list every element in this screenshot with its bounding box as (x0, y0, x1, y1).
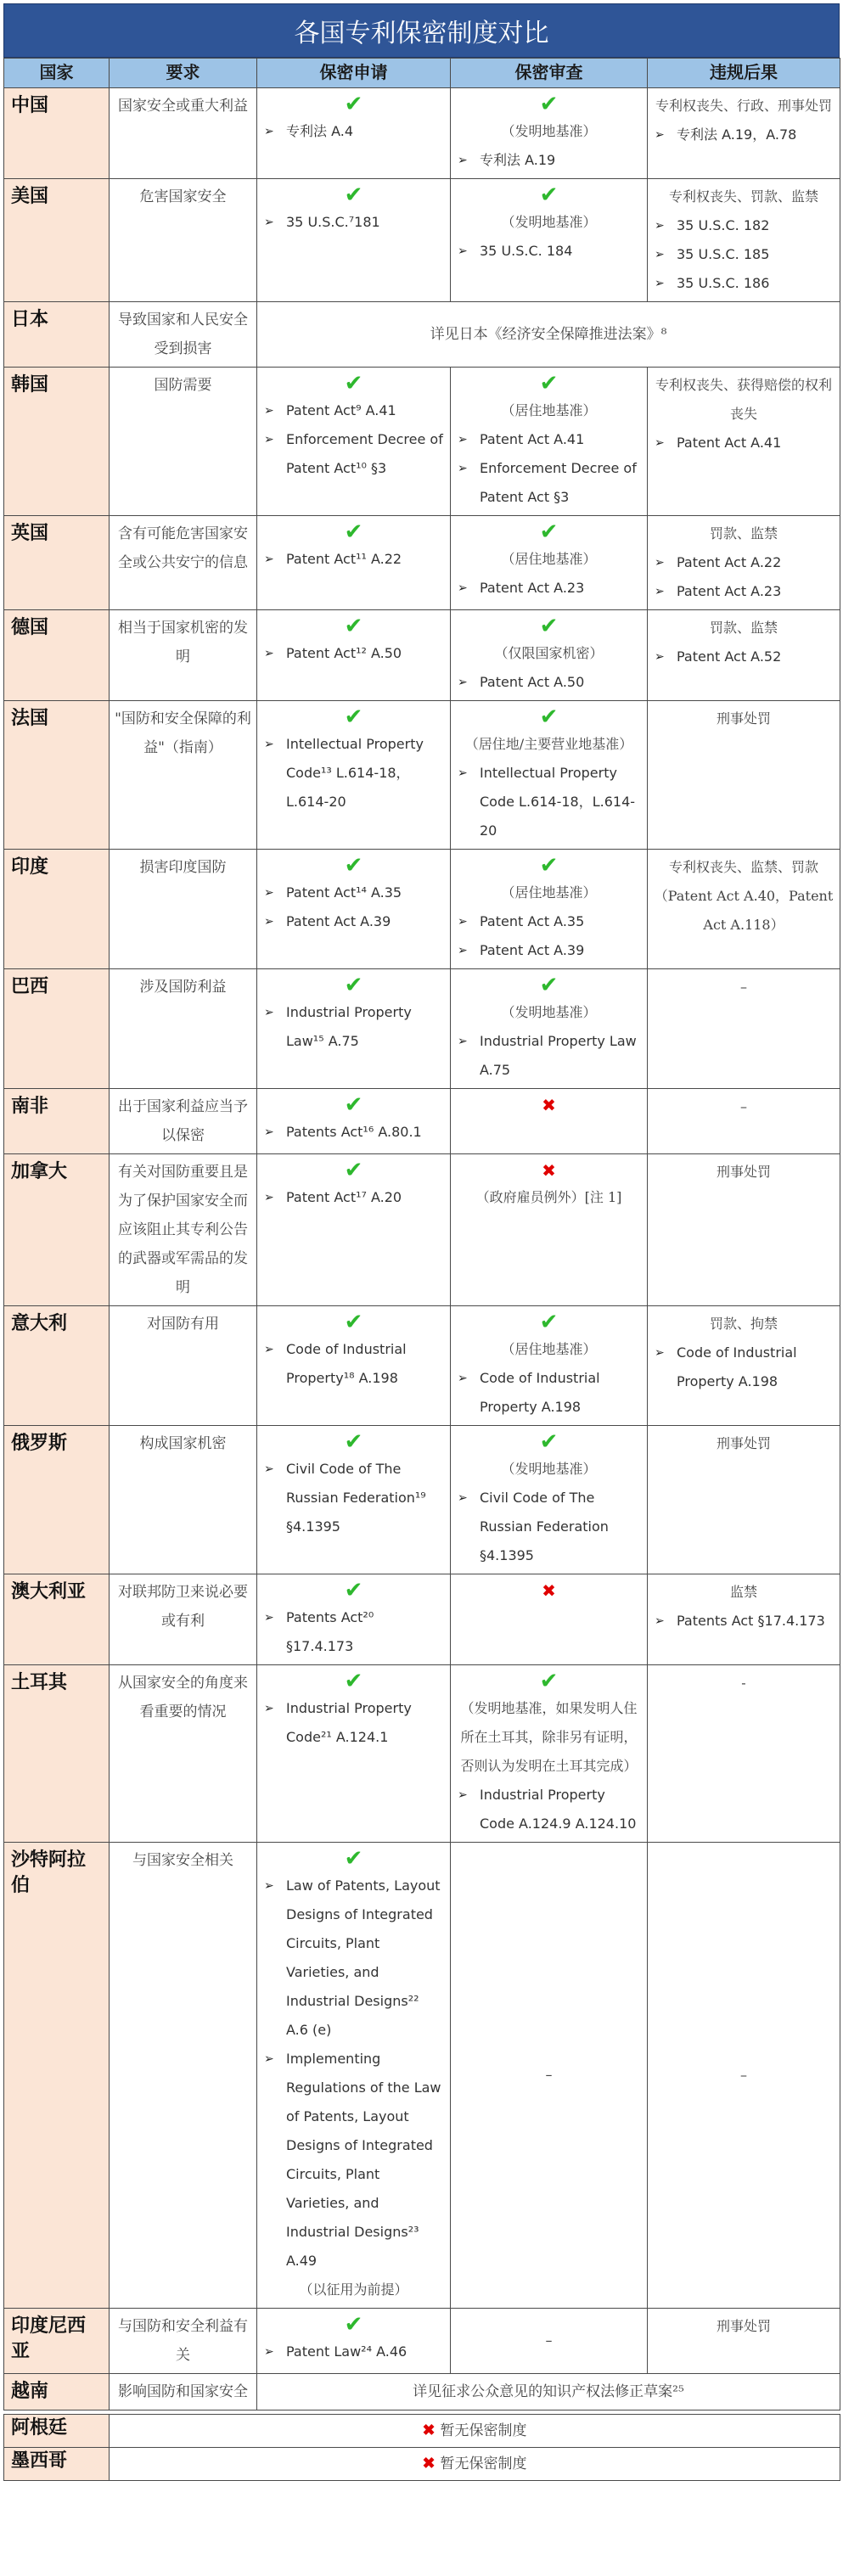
secrecy-review-cell (451, 516, 648, 610)
consequences-cell (648, 701, 840, 850)
bullet-item: ➢ Code of Industrial Property A.198 (653, 1339, 835, 1396)
requirement-cell: 对联邦防卫来说必要或有利 (110, 1574, 257, 1665)
country-cell: 意大利 (4, 1306, 110, 1426)
bullet-item: ➢ Patent Act A.39 (456, 936, 642, 965)
consequences-cell (648, 969, 840, 1089)
secrecy-application-cell (257, 1306, 451, 1426)
bullet-item: ➢ Patents Act §17.4.173 (653, 1607, 835, 1636)
check-icon: ✔ (539, 1669, 559, 1694)
bullet-item: ➢ 专利法 A.19，A.78 (653, 121, 835, 149)
bullet-item: ➢ Patent Act A.41 (653, 429, 835, 457)
consequence-text: 罚款、监禁 (709, 525, 778, 542)
check-icon: ✔ (344, 1578, 363, 1603)
consequences-cell (648, 516, 840, 610)
bullet-item: ➢ Patent Act A.39 (262, 907, 445, 936)
check-icon: ✔ (539, 182, 559, 208)
table-row (4, 2309, 840, 2374)
bullet-item: ➢ Intellectual Property Code L.614-18，L.614-20 (456, 759, 642, 845)
bullet-item: ➢ Industrial Property Code A.124.9 A.124.10 (456, 1781, 642, 1838)
consequence-text: 专利权丧失、罚款、监禁 (668, 188, 818, 205)
page-title: 各国专利保密制度对比 (3, 3, 840, 58)
secrecy-application-cell (257, 850, 451, 969)
cell-note: （发明地基准） (501, 214, 597, 230)
consequence-text: 刑事处罚 (716, 1435, 771, 1451)
requirement-cell: "国防和安全保障的利益"（指南） (110, 701, 257, 850)
country-cell: 印度尼西亚 (4, 2309, 110, 2374)
check-icon: ✔ (539, 853, 559, 878)
table-row (4, 1665, 840, 1843)
check-icon: ✔ (344, 1429, 363, 1455)
cell-note: （居住地基准） (501, 884, 597, 901)
no-system-text: 暂无保密制度 (440, 2422, 527, 2439)
cell-note: – (545, 2332, 553, 2349)
consequences-cell (648, 1843, 840, 2309)
requirement-cell: 损害印度国防 (110, 850, 257, 969)
bullet-item: ➢ Code of Industrial Property¹⁸ A.198 (262, 1335, 445, 1393)
secrecy-application-cell (257, 1574, 451, 1665)
cell-tail: （以征用为前提） (299, 2281, 408, 2298)
consequence-text: 专利权丧失、获得赔偿的权利丧失 (655, 377, 832, 422)
secrecy-application-cell (257, 1154, 451, 1306)
header-secrecy-review: 保密审查 (451, 59, 648, 88)
cell-note: – (545, 2067, 553, 2083)
header-country: 国家 (4, 59, 110, 88)
cross-icon: ✖ (422, 2422, 436, 2439)
secrecy-review-cell (451, 1306, 648, 1426)
consequences-cell (648, 1426, 840, 1574)
requirement-cell: 与国防和安全利益有关 (110, 2309, 257, 2374)
requirement-cell: 国家安全或重大利益 (110, 88, 257, 179)
requirement-cell: 与国家安全相关 (110, 1843, 257, 2309)
secrecy-application-cell (257, 969, 451, 1089)
check-icon: ✔ (344, 973, 363, 998)
comparison-table (3, 58, 840, 2410)
secrecy-application-cell (257, 1665, 451, 1843)
bullet-item: ➢ Industrial Property Code²¹ A.124.1 (262, 1694, 445, 1752)
secrecy-application-cell (257, 88, 451, 179)
bullet-item: ➢ Industrial Property Law A.75 (456, 1027, 642, 1085)
bullet-item: ➢ 35 U.S.C.⁷181 (262, 208, 445, 237)
table-row (4, 969, 840, 1089)
secrecy-application-cell (257, 1089, 451, 1154)
bullet-item: ➢ Implementing Regulations of the Law of Patents, Layout Designs of Integrated Circuits, Plant Varieties, and Industrial Designs²³ A.49 (262, 2045, 445, 2276)
cross-icon: ✖ (422, 2455, 436, 2472)
table-row (4, 179, 840, 302)
country-cell: 巴西 (4, 969, 110, 1089)
country-cell: 沙特阿拉伯 (4, 1843, 110, 2309)
secrecy-review-cell (451, 88, 648, 179)
header-row (4, 59, 840, 88)
country-cell: 德国 (4, 610, 110, 701)
country-cell: 越南 (4, 2374, 110, 2410)
bullet-item: ➢ Patent Act¹¹ A.22 (262, 545, 445, 574)
bullet-item: ➢ Intellectual Property Code¹³ L.614-18，L.614-20 (262, 730, 445, 817)
no-system-table (3, 2414, 840, 2481)
cell-note: （发明地基准） (501, 123, 597, 139)
check-icon: ✔ (344, 1158, 363, 1183)
check-icon: ✔ (539, 1310, 559, 1335)
requirement-cell: 从国家安全的角度来看重要的情况 (110, 1665, 257, 1843)
requirement-cell: 危害国家安全 (110, 179, 257, 302)
consequences-cell (648, 610, 840, 701)
secrecy-review-cell (451, 610, 648, 701)
consequence-text: 刑事处罚 (716, 1164, 771, 1180)
cross-icon: ✖ (542, 1095, 556, 1115)
secrecy-application-cell (257, 368, 451, 516)
check-icon: ✔ (344, 1846, 363, 1872)
consequence-text: 专利权丧失、行政、刑事处罚 (655, 98, 832, 114)
header-requirement: 要求 (110, 59, 257, 88)
consequences-cell (648, 88, 840, 179)
requirement-cell: 构成国家机密 (110, 1426, 257, 1574)
cell-note: （居住地基准） (501, 402, 597, 418)
consequence-text: – (740, 2067, 747, 2083)
secrecy-application-cell (257, 1843, 451, 2309)
bullet-item: ➢ Law of Patents, Layout Designs of Integrated Circuits, Plant Varieties, and Industrial Designs²² A.6 (e) (262, 1872, 445, 2045)
check-icon: ✔ (539, 371, 559, 396)
consequence-text: 刑事处罚 (716, 2318, 771, 2334)
bullet-item: ➢ Enforcement Decree of Patent Act §3 (456, 454, 642, 512)
country-cell: 加拿大 (4, 1154, 110, 1306)
bullet-item: ➢ Patent Act⁹ A.41 (262, 396, 445, 425)
requirement-cell: 涉及国防利益 (110, 969, 257, 1089)
secrecy-review-cell (451, 1574, 648, 1665)
country-cell: 英国 (4, 516, 110, 610)
check-icon: ✔ (344, 1669, 363, 1694)
bullet-item: ➢ 35 U.S.C. 185 (653, 240, 835, 269)
table-row (4, 1574, 840, 1665)
secrecy-application-cell (257, 179, 451, 302)
consequences-cell (648, 1306, 840, 1426)
country-cell: 韩国 (4, 368, 110, 516)
check-icon: ✔ (539, 1429, 559, 1455)
bullet-item: ➢ 35 U.S.C. 182 (653, 211, 835, 240)
country-cell: 日本 (4, 302, 110, 368)
table-row (4, 1154, 840, 1306)
table-row (4, 1306, 840, 1426)
secrecy-application-cell (257, 701, 451, 850)
cell-note: （发明地基准） (501, 1004, 597, 1020)
check-icon: ✔ (344, 519, 363, 545)
requirement-cell: 对国防有用 (110, 1306, 257, 1426)
bullet-item: ➢ Enforcement Decree of Patent Act¹⁰ §3 (262, 425, 445, 483)
table-row (4, 1426, 840, 1574)
consequences-cell (648, 1665, 840, 1843)
bullet-item: ➢ Patent Act¹² A.50 (262, 639, 445, 668)
table-row (4, 2415, 840, 2448)
cell-note: （居住地基准） (501, 551, 597, 567)
check-icon: ✔ (344, 1310, 363, 1335)
bullet-item: ➢ Patent Act¹⁴ A.35 (262, 878, 445, 907)
requirement-cell: 相当于国家机密的发明 (110, 610, 257, 701)
secrecy-review-cell (451, 2309, 648, 2374)
secrecy-review-cell (451, 850, 648, 969)
table-row (4, 701, 840, 850)
no-system-cell (110, 2448, 840, 2481)
consequences-cell (648, 179, 840, 302)
consequences-cell (648, 368, 840, 516)
secrecy-application-cell (257, 516, 451, 610)
secrecy-review-cell (451, 701, 648, 850)
consequence-text: – (740, 979, 747, 995)
bullet-item: ➢ Patent Act A.22 (653, 548, 835, 577)
bullet-item: ➢ 专利法 A.19 (456, 146, 642, 175)
no-system-note (115, 2416, 835, 2445)
table-row (4, 610, 840, 701)
secrecy-review-cell (451, 179, 648, 302)
requirement-cell: 有关对国防重要且是为了保护国家安全而应该阻止其专利公告的武器或军需品的发明 (110, 1154, 257, 1306)
table-row (4, 88, 840, 179)
consequence-text: - (741, 1675, 746, 1691)
cell-note: （发明地基准，如果发明人住所在土耳其，除非另有证明，否则认为发明在土耳其完成） (460, 1700, 638, 1774)
bullet-item: ➢ Industrial Property Law¹⁵ A.75 (262, 998, 445, 1056)
table-row (4, 2448, 840, 2481)
requirement-cell: 影响国防和国家安全 (110, 2374, 257, 2410)
bullet-item: ➢ Patent Act A.50 (456, 668, 642, 697)
no-system-note (115, 2450, 835, 2478)
cell-note: （居住地基准） (501, 1341, 597, 1357)
check-icon: ✔ (344, 92, 363, 117)
bullet-item: ➢ Patent Act¹⁷ A.20 (262, 1183, 445, 1212)
country-cell: 印度 (4, 850, 110, 969)
country-cell: 墨西哥 (4, 2448, 110, 2481)
table-row (4, 368, 840, 516)
requirement-cell: 导致国家和人民安全受到损害 (110, 302, 257, 368)
check-icon: ✔ (539, 973, 559, 998)
table-row (4, 302, 840, 368)
consequence-text: 专利权丧失、监禁、罚款（Patent Act A.40，Patent Act A.118） (654, 859, 834, 933)
check-icon: ✔ (344, 182, 363, 208)
consequence-text: 监禁 (729, 1584, 757, 1600)
cross-icon: ✖ (542, 1580, 556, 1601)
no-system-text: 暂无保密制度 (440, 2455, 527, 2472)
consequence-text: 罚款、监禁 (709, 620, 778, 636)
check-icon: ✔ (344, 614, 363, 639)
check-icon: ✔ (344, 2312, 363, 2337)
cross-icon: ✖ (542, 1160, 556, 1181)
cell-note: （居住地/主要营业地基准） (464, 736, 633, 752)
merged-note-cell: 详见征求公众意见的知识产权法修正草案²⁵ (257, 2374, 840, 2410)
bullet-item: ➢ Patent Law²⁴ A.46 (262, 2337, 445, 2366)
table-row (4, 2374, 840, 2410)
secrecy-application-cell (257, 1426, 451, 1574)
country-cell: 美国 (4, 179, 110, 302)
bullet-item: ➢ Civil Code of The Russian Federation¹⁹ §4.1395 (262, 1455, 445, 1541)
cell-note: （政府雇员例外）[注 1] (475, 1189, 622, 1205)
country-cell: 中国 (4, 88, 110, 179)
no-system-body (4, 2415, 840, 2481)
secrecy-application-cell (257, 610, 451, 701)
bullet-item: ➢ Patents Act¹⁶ A.80.1 (262, 1118, 445, 1147)
consequences-cell (648, 2309, 840, 2374)
consequences-cell (648, 1574, 840, 1665)
document (3, 3, 840, 2481)
consequences-cell (648, 850, 840, 969)
secrecy-review-cell (451, 1426, 648, 1574)
bullet-item: ➢ Patent Act A.41 (456, 425, 642, 454)
country-cell: 土耳其 (4, 1665, 110, 1843)
check-icon: ✔ (539, 614, 559, 639)
cell-note: （仅限国家机密） (494, 645, 604, 661)
secrecy-review-cell (451, 1154, 648, 1306)
requirement-cell: 国防需要 (110, 368, 257, 516)
header-consequences: 违规后果 (648, 59, 840, 88)
table-row (4, 1843, 840, 2309)
country-cell: 阿根廷 (4, 2415, 110, 2448)
secrecy-review-cell (451, 969, 648, 1089)
bullet-item: ➢ Patent Act A.52 (653, 643, 835, 671)
check-icon: ✔ (344, 853, 363, 878)
table-body (4, 88, 840, 2410)
country-cell: 澳大利亚 (4, 1574, 110, 1665)
header-secrecy-application: 保密申请 (257, 59, 451, 88)
consequences-cell (648, 1089, 840, 1154)
secrecy-review-cell (451, 1089, 648, 1154)
bullet-item: ➢ Patent Act A.23 (653, 577, 835, 606)
table-row (4, 516, 840, 610)
check-icon: ✔ (344, 704, 363, 730)
table-row (4, 850, 840, 969)
bullet-item: ➢ Patent Act A.23 (456, 574, 642, 603)
check-icon: ✔ (539, 92, 559, 117)
secrecy-application-cell (257, 2309, 451, 2374)
no-system-cell (110, 2415, 840, 2448)
cell-note: （发明地基准） (501, 1461, 597, 1477)
bullet-item: ➢ Code of Industrial Property A.198 (456, 1364, 642, 1422)
bullet-item: ➢ 35 U.S.C. 184 (456, 237, 642, 266)
secrecy-review-cell (451, 1843, 648, 2309)
secrecy-review-cell (451, 368, 648, 516)
check-icon: ✔ (344, 371, 363, 396)
bullet-item: ➢ Patent Act A.35 (456, 907, 642, 936)
consequence-text: 刑事处罚 (716, 710, 771, 727)
table-row (4, 1089, 840, 1154)
requirement-cell: 出于国家利益应当予以保密 (110, 1089, 257, 1154)
consequence-text: – (740, 1098, 747, 1114)
bullet-item: ➢ 专利法 A.4 (262, 117, 445, 146)
secrecy-review-cell (451, 1665, 648, 1843)
consequence-text: 罚款、拘禁 (709, 1316, 778, 1332)
check-icon: ✔ (539, 519, 559, 545)
country-cell: 俄罗斯 (4, 1426, 110, 1574)
country-cell: 南非 (4, 1089, 110, 1154)
bullet-item: ➢ 35 U.S.C. 186 (653, 269, 835, 298)
bullet-item: ➢ Civil Code of The Russian Federation §4.1395 (456, 1484, 642, 1570)
bullet-item: ➢ Patents Act²⁰ §17.4.173 (262, 1603, 445, 1661)
check-icon: ✔ (539, 704, 559, 730)
merged-note-cell: 详见日本《经济安全保障推进法案》⁸ (257, 302, 840, 368)
consequences-cell (648, 1154, 840, 1306)
requirement-cell: 含有可能危害国家安全或公共安宁的信息 (110, 516, 257, 610)
country-cell: 法国 (4, 701, 110, 850)
check-icon: ✔ (344, 1092, 363, 1118)
